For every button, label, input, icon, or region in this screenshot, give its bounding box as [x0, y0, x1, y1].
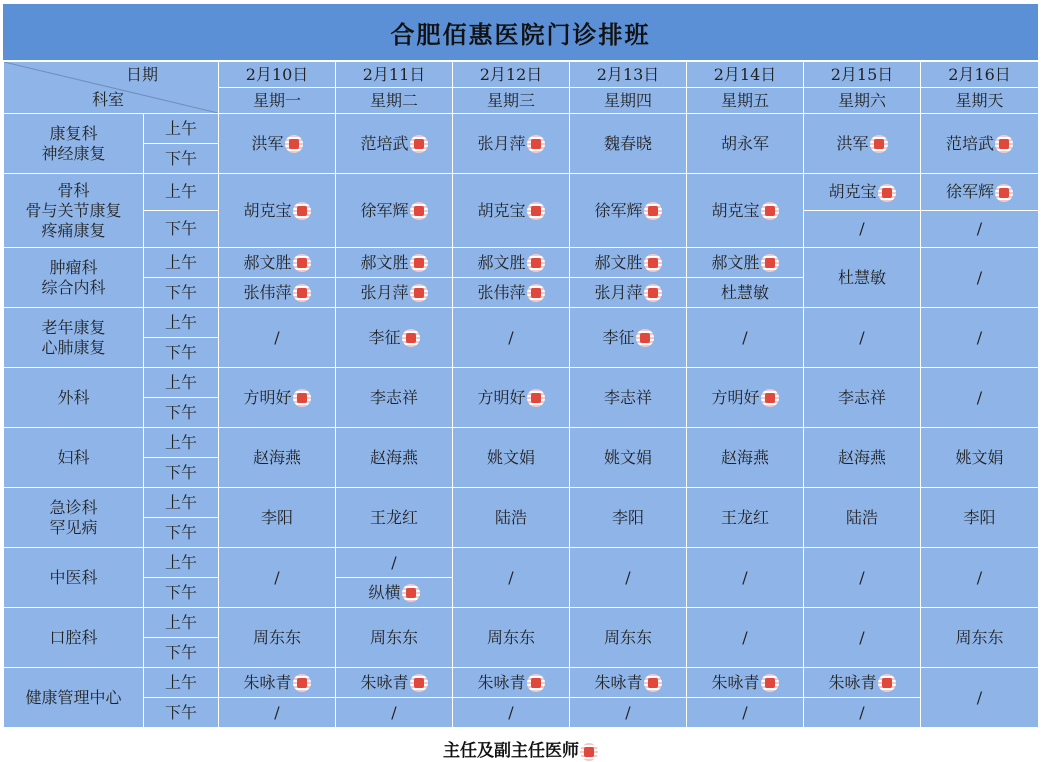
senior-doctor-badge-icon: [410, 284, 428, 302]
doctor-name: /: [508, 702, 514, 722]
senior-doctor-badge-icon: [293, 674, 311, 692]
senior-doctor-badge-icon: [293, 202, 311, 220]
schedule-cell: [336, 608, 453, 668]
doctor-name: /: [976, 567, 983, 587]
doctor-name: /: [274, 567, 280, 587]
doctor-name: 陆浩: [494, 507, 527, 527]
weekday-header: 星期三: [453, 88, 570, 114]
doctor-name: 朱咏青: [477, 672, 526, 692]
doctor-name: 周东东: [369, 627, 418, 647]
doctor-name: 郝文胜: [360, 252, 409, 272]
doctor-name: /: [859, 567, 865, 587]
senior-doctor-badge-icon: [761, 389, 779, 407]
schedule-cell: [570, 548, 687, 608]
session-pm: 下午: [144, 698, 219, 728]
schedule-cell: [687, 174, 804, 248]
senior-doctor-badge-icon: [995, 135, 1013, 153]
schedule-row-am: [4, 488, 1039, 518]
doctor-name: 王龙红: [720, 507, 769, 527]
session-am: 上午: [144, 368, 219, 398]
weekday-header: 星期一: [219, 88, 336, 114]
senior-doctor-badge-icon: [878, 184, 896, 202]
schedule-cell: [804, 488, 921, 548]
dept-label: 科室: [92, 90, 125, 109]
schedule-cell: [687, 308, 804, 368]
schedule-cell: [219, 428, 336, 488]
schedule-cell: [921, 211, 1039, 248]
date-header: 2月14日: [687, 62, 804, 88]
senior-doctor-badge-icon: [761, 674, 779, 692]
doctor-name: 姚文娟: [955, 447, 1004, 467]
department-cell: [4, 488, 144, 548]
department-cell: [4, 548, 144, 608]
doctor-name: 魏春晓: [603, 133, 652, 153]
schedule-row-am: [4, 248, 1039, 278]
session-am: 上午: [144, 428, 219, 458]
department-name: 综合内科: [41, 277, 106, 297]
schedule-cell: [453, 668, 570, 698]
doctor-name: /: [976, 327, 983, 347]
department-name: 急诊科: [49, 497, 98, 517]
schedule-cell: [336, 488, 453, 548]
date-header: 2月12日: [453, 62, 570, 88]
senior-doctor-badge-icon: [293, 254, 311, 272]
schedule-cell: [804, 211, 921, 248]
session-pm: 下午: [144, 278, 219, 308]
schedule-cell: [453, 308, 570, 368]
doctor-name: 王龙红: [369, 507, 418, 527]
schedule-cell: [804, 668, 921, 698]
session-am: 上午: [144, 668, 219, 698]
schedule-row-am: [4, 174, 1039, 211]
schedule-cell: [336, 548, 453, 578]
schedule-cell: [921, 174, 1039, 211]
schedule-cell: [921, 668, 1039, 728]
schedule-cell: [804, 114, 921, 174]
department-cell: [4, 428, 144, 488]
schedule-cell: [336, 698, 453, 728]
schedule-cell: [687, 608, 804, 668]
senior-doctor-badge-icon: [644, 284, 662, 302]
department-cell: [4, 114, 144, 174]
doctor-name: 郝文胜: [243, 252, 292, 272]
schedule-cell: [570, 174, 687, 248]
schedule-cell: [336, 278, 453, 308]
schedule-cell: [804, 248, 921, 308]
date-label: 日期: [125, 65, 158, 84]
doctor-name: /: [859, 702, 865, 722]
senior-doctor-badge-icon: [527, 674, 545, 692]
session-pm: 下午: [144, 338, 219, 368]
schedule-cell: [219, 668, 336, 698]
schedule-cell: [219, 114, 336, 174]
senior-doctor-badge-icon: [527, 389, 545, 407]
department-name: 外科: [57, 387, 90, 407]
schedule-cell: [570, 278, 687, 308]
schedule-cell: [453, 548, 570, 608]
schedule-cell: [336, 248, 453, 278]
senior-doctor-badge-icon: [527, 202, 545, 220]
doctor-name: 张伟萍: [243, 282, 292, 302]
schedule-cell: [921, 248, 1039, 308]
schedule-cell: [219, 488, 336, 548]
doctor-name: 方明好: [243, 387, 292, 407]
session-am: 上午: [144, 488, 219, 518]
doctor-name: 朱咏青: [360, 672, 409, 692]
schedule-cell: [453, 278, 570, 308]
schedule-cell: [453, 174, 570, 248]
doctor-name: 赵海燕: [252, 447, 301, 467]
department-name: 中医科: [49, 567, 98, 587]
schedule-cell: [921, 488, 1039, 548]
doctor-name: /: [742, 702, 748, 722]
session-pm: 下午: [144, 518, 219, 548]
doctor-name: 赵海燕: [837, 447, 886, 467]
schedule-cell: [804, 698, 921, 728]
schedule-cell: [687, 488, 804, 548]
schedule-cell: [219, 368, 336, 428]
schedule-cell: [570, 608, 687, 668]
schedule-row-pm: [4, 698, 1039, 728]
doctor-name: 李志祥: [837, 387, 886, 407]
senior-doctor-badge-icon: [527, 254, 545, 272]
department-cell: [4, 248, 144, 308]
doctor-name: /: [625, 567, 631, 587]
schedule-cell: [687, 248, 804, 278]
corner-header: [4, 62, 219, 114]
senior-doctor-badge-icon: [580, 743, 598, 761]
schedule-cell: [687, 548, 804, 608]
schedule-cell: [453, 248, 570, 278]
schedule-cell: [921, 308, 1039, 368]
schedule-cell: [453, 608, 570, 668]
doctor-name: 方明好: [711, 387, 760, 407]
doctor-name: /: [391, 702, 397, 722]
weekday-header: 星期四: [570, 88, 687, 114]
doctor-name: 李征: [602, 327, 635, 347]
doctor-name: 胡克宝: [243, 200, 292, 220]
senior-doctor-badge-icon: [870, 135, 888, 153]
department-name: 健康管理中心: [25, 687, 122, 707]
weekday-header: 星期天: [921, 88, 1039, 114]
doctor-name: /: [859, 627, 865, 647]
schedule-cell: [804, 608, 921, 668]
session-pm: 下午: [144, 458, 219, 488]
senior-doctor-badge-icon: [402, 584, 420, 602]
department-cell: [4, 368, 144, 428]
date-header: 2月11日: [336, 62, 453, 88]
doctor-name: /: [274, 327, 280, 347]
schedule-cell: [687, 668, 804, 698]
senior-doctor-badge-icon: [527, 284, 545, 302]
doctor-name: 胡克宝: [828, 182, 877, 201]
schedule-cell: [219, 698, 336, 728]
senior-doctor-badge-icon: [636, 329, 654, 347]
schedule-cell: [921, 548, 1039, 608]
senior-doctor-badge-icon: [402, 329, 420, 347]
weekday-header: 星期二: [336, 88, 453, 114]
doctor-name: 周东东: [486, 627, 535, 647]
senior-doctor-badge-icon: [878, 674, 896, 692]
page-title: 合肥佰惠医院门诊排班: [3, 4, 1038, 60]
schedule-cell: [687, 278, 804, 308]
schedule-cell: [570, 368, 687, 428]
doctor-name: 朱咏青: [243, 672, 292, 692]
schedule-cell: [453, 428, 570, 488]
schedule-cell: [687, 698, 804, 728]
doctor-name: 郝文胜: [477, 252, 526, 272]
department-name: 肿瘤科: [49, 257, 98, 277]
department-name: 罕见病: [49, 517, 98, 537]
doctor-name: 姚文娟: [486, 447, 535, 467]
schedule-cell: [219, 248, 336, 278]
senior-doctor-badge-icon: [410, 674, 428, 692]
schedule-cell: [219, 308, 336, 368]
senior-doctor-badge-icon: [644, 202, 662, 220]
doctor-name: /: [508, 567, 514, 587]
doctor-name: 朱咏青: [828, 672, 877, 692]
doctor-name: 李阳: [963, 507, 996, 527]
schedule-cell: [570, 114, 687, 174]
doctor-name: 郝文胜: [594, 252, 643, 272]
session-pm: 下午: [144, 398, 219, 428]
session-pm: 下午: [144, 638, 219, 668]
schedule-cell: [453, 698, 570, 728]
schedule-cell: [219, 608, 336, 668]
schedule-cell: [570, 698, 687, 728]
doctor-name: 张月萍: [594, 282, 643, 302]
schedule-cell: [219, 174, 336, 248]
date-header: 2月10日: [219, 62, 336, 88]
doctor-name: 朱咏青: [594, 672, 643, 692]
doctor-name: 李志祥: [603, 387, 652, 407]
doctor-name: /: [625, 702, 631, 722]
schedule-cell: [336, 578, 453, 608]
doctor-name: 徐军辉: [594, 200, 643, 220]
doctor-name: 李阳: [611, 507, 644, 527]
senior-doctor-badge-icon: [410, 254, 428, 272]
schedule-cell: [219, 548, 336, 608]
doctor-name: /: [742, 627, 748, 647]
doctor-name: 郝文胜: [711, 252, 760, 272]
doctor-name: 洪军: [251, 133, 284, 153]
doctor-name: 张月萍: [360, 282, 409, 302]
doctor-name: 徐军辉: [945, 182, 994, 201]
schedule-row-am: [4, 308, 1039, 338]
doctor-name: 李志祥: [369, 387, 418, 407]
department-name: 骨科: [57, 180, 90, 200]
doctor-name: 胡永军: [720, 133, 769, 153]
date-header: 2月13日: [570, 62, 687, 88]
schedule-cell: [804, 368, 921, 428]
schedule-cell: [336, 668, 453, 698]
department-name: 口腔科: [49, 627, 98, 647]
doctor-name: 徐军辉: [360, 200, 409, 220]
doctor-name: 张月萍: [477, 133, 526, 153]
senior-doctor-badge-icon: [410, 202, 428, 220]
senior-doctor-badge-icon: [761, 254, 779, 272]
schedule-cell: [687, 428, 804, 488]
doctor-name: 赵海燕: [369, 447, 418, 467]
doctor-name: 李征: [368, 327, 401, 347]
session-am: 上午: [144, 608, 219, 638]
doctor-name: 方明好: [477, 387, 526, 407]
doctor-name: 李阳: [260, 507, 293, 527]
schedule-cell: [336, 368, 453, 428]
schedule-cell: [804, 548, 921, 608]
doctor-name: 陆浩: [845, 507, 878, 527]
schedule-cell: [804, 308, 921, 368]
schedule-cell: [336, 308, 453, 368]
schedule-cell: [336, 428, 453, 488]
session-am: 上午: [144, 248, 219, 278]
doctor-name: 洪军: [836, 133, 869, 153]
doctor-name: /: [976, 387, 983, 407]
session-am: 上午: [144, 114, 219, 144]
doctor-name: /: [976, 687, 983, 707]
schedule-cell: [453, 368, 570, 428]
weekday-header: 星期五: [687, 88, 804, 114]
schedule-cell: [804, 174, 921, 211]
doctor-name: 赵海燕: [720, 447, 769, 467]
schedule-cell: [336, 114, 453, 174]
schedule-table: [3, 61, 1039, 728]
senior-doctor-badge-icon: [293, 389, 311, 407]
doctor-name: 朱咏青: [711, 672, 760, 692]
senior-doctor-badge-icon: [644, 254, 662, 272]
schedule-cell: [921, 428, 1039, 488]
doctor-name: 胡克宝: [711, 200, 760, 220]
department-name: 神经康复: [41, 143, 106, 163]
senior-doctor-badge-icon: [761, 202, 779, 220]
schedule-row-am: [4, 114, 1039, 144]
doctor-name: 范培武: [945, 133, 994, 153]
doctor-name: /: [976, 219, 983, 238]
department-name: 康复科: [49, 123, 98, 143]
header-row-dates: [4, 62, 1039, 88]
doctor-name: /: [859, 219, 865, 238]
doctor-name: 杜慧敏: [720, 282, 769, 302]
doctor-name: /: [508, 327, 514, 347]
doctor-name: 张伟萍: [477, 282, 526, 302]
department-name: 心肺康复: [41, 337, 106, 357]
senior-doctor-badge-icon: [995, 184, 1013, 202]
session-am: 上午: [144, 174, 219, 211]
doctor-name: /: [742, 327, 748, 347]
department-name: 骨与关节康复: [25, 200, 122, 220]
schedule-cell: [921, 608, 1039, 668]
legend: [0, 736, 1041, 761]
senior-doctor-badge-icon: [293, 284, 311, 302]
schedule-cell: [687, 114, 804, 174]
doctor-name: 范培武: [360, 133, 409, 153]
department-cell: [4, 668, 144, 728]
weekday-header: 星期六: [804, 88, 921, 114]
department-cell: [4, 174, 144, 248]
schedule-row-am: [4, 548, 1039, 578]
doctor-name: 周东东: [603, 627, 652, 647]
department-cell: [4, 608, 144, 668]
schedule-cell: [687, 368, 804, 428]
schedule-cell: [219, 278, 336, 308]
session-pm: 下午: [144, 211, 219, 248]
legend-label: 主任及副主任医师: [443, 741, 579, 761]
doctor-name: 周东东: [955, 627, 1004, 647]
schedule-cell: [570, 488, 687, 548]
schedule-cell: [570, 248, 687, 278]
schedule-cell: [570, 668, 687, 698]
department-name: 老年康复: [41, 317, 106, 337]
doctor-name: /: [274, 702, 280, 722]
session-pm: 下午: [144, 578, 219, 608]
department-name: 疼痛康复: [41, 220, 106, 240]
senior-doctor-badge-icon: [644, 674, 662, 692]
schedule-cell: [570, 308, 687, 368]
doctor-name: 周东东: [252, 627, 301, 647]
session-pm: 下午: [144, 144, 219, 174]
schedule-cell: [453, 488, 570, 548]
doctor-name: 胡克宝: [477, 200, 526, 220]
schedule-row-am: [4, 608, 1039, 638]
schedule-cell: [453, 114, 570, 174]
session-am: 上午: [144, 548, 219, 578]
doctor-name: 纵横: [368, 582, 401, 602]
doctor-name: /: [859, 327, 865, 347]
schedule-cell: [921, 114, 1039, 174]
schedule-row-am: [4, 668, 1039, 698]
schedule-cell: [570, 428, 687, 488]
doctor-name: /: [391, 552, 397, 572]
doctor-name: 姚文娟: [603, 447, 652, 467]
senior-doctor-badge-icon: [527, 135, 545, 153]
schedule-cell: [804, 428, 921, 488]
schedule-cell: [921, 368, 1039, 428]
schedule-row-am: [4, 428, 1039, 458]
senior-doctor-badge-icon: [410, 135, 428, 153]
date-header: 2月16日: [921, 62, 1039, 88]
department-cell: [4, 308, 144, 368]
doctor-name: /: [976, 267, 983, 287]
date-header: 2月15日: [804, 62, 921, 88]
senior-doctor-badge-icon: [285, 135, 303, 153]
schedule-cell: [336, 174, 453, 248]
doctor-name: 杜慧敏: [837, 267, 886, 287]
schedule-row-am: [4, 368, 1039, 398]
department-name: 妇科: [57, 447, 90, 467]
doctor-name: /: [742, 567, 748, 587]
session-am: 上午: [144, 308, 219, 338]
